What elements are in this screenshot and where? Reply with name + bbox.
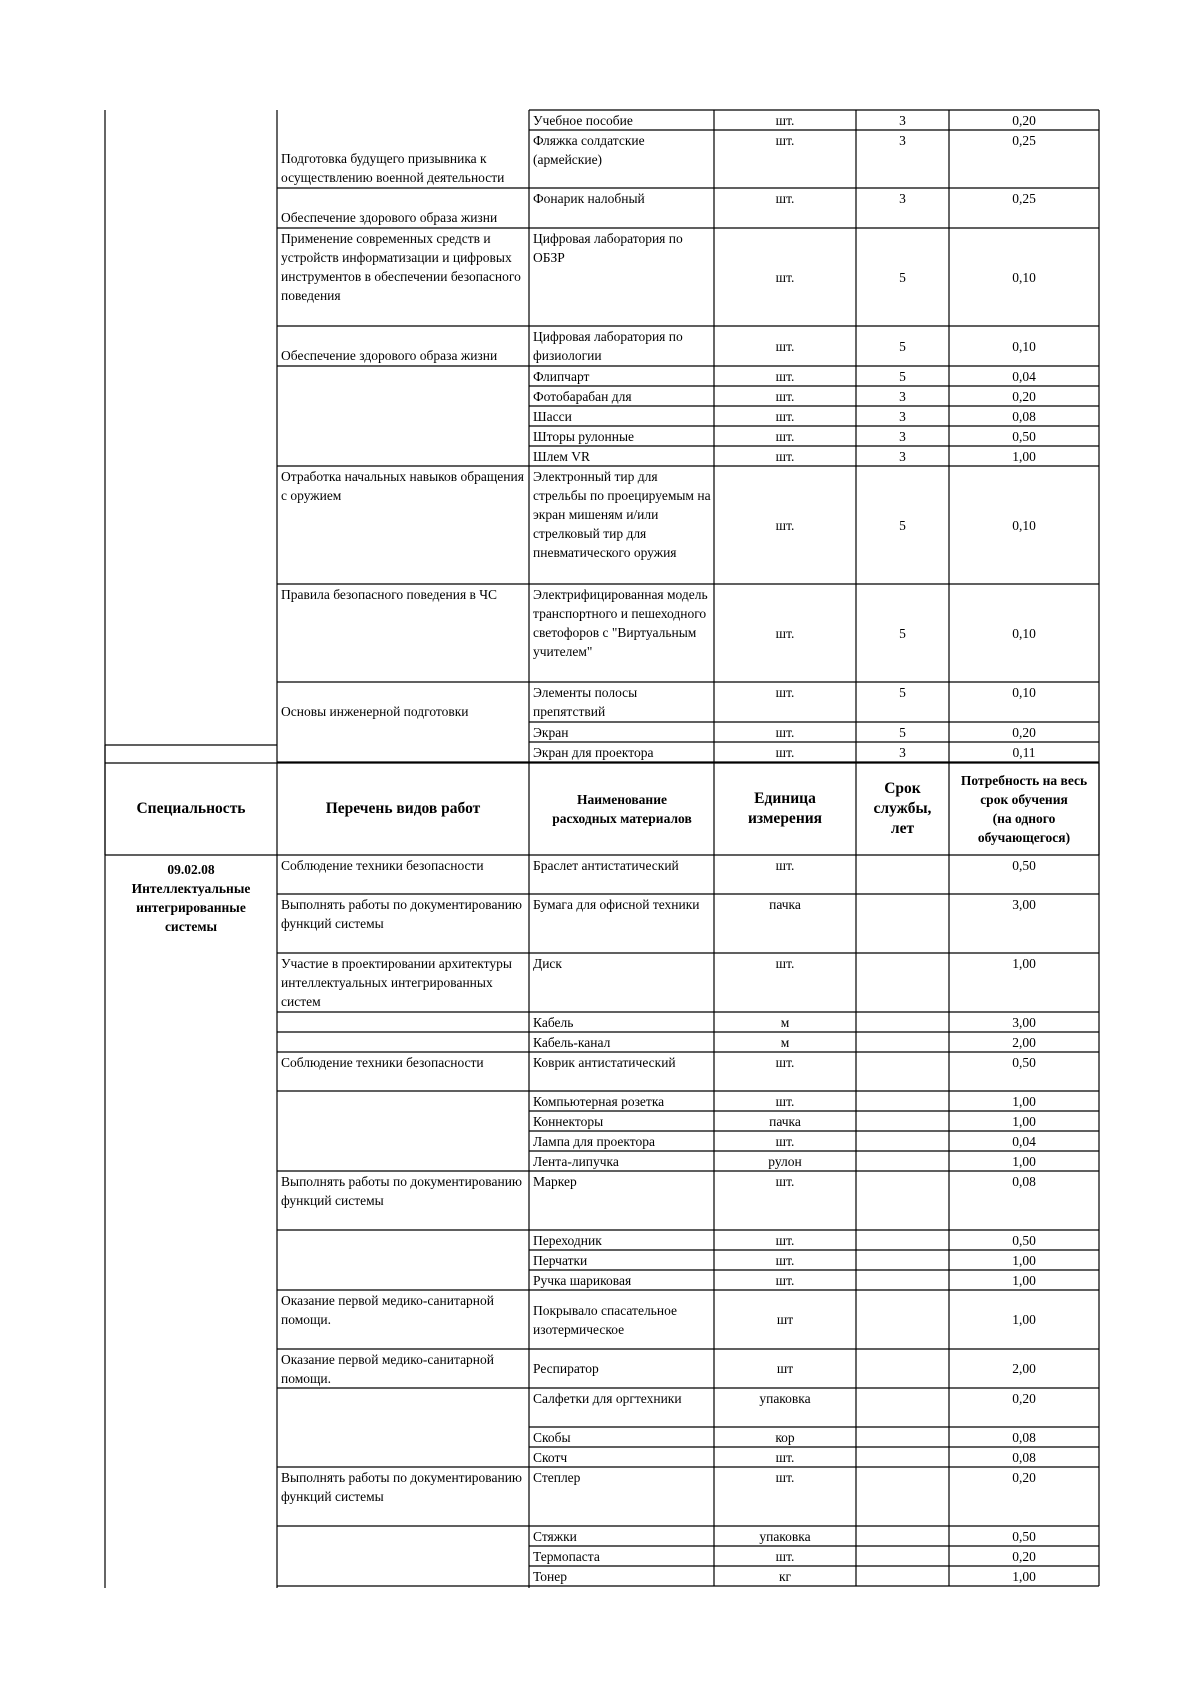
row-quantity: 0,20: [1012, 1549, 1036, 1564]
row-activity: Правила безопасного поведения в ЧС: [281, 587, 498, 602]
row-quantity: 1,00: [1012, 1114, 1036, 1129]
row-service-life: [856, 1092, 949, 1110]
row-unit: шт.: [775, 956, 795, 971]
row-quantity: 0,10: [1012, 685, 1036, 700]
row-service-life: 5: [899, 517, 906, 533]
row-service-life: 5: [899, 685, 906, 700]
row-unit: шт.: [775, 1094, 795, 1109]
row-quantity: 0,04: [1012, 1134, 1036, 1149]
row-activity: Участие в проектировании архитектуры интеллектуальных интегрированных систем: [281, 956, 512, 1009]
row-activity: [278, 1271, 528, 1289]
row-unit: шт.: [775, 1055, 795, 1070]
row-unit: шт.: [775, 133, 795, 148]
row-quantity: 0,50: [1012, 1055, 1036, 1070]
row-unit: шт.: [775, 191, 795, 206]
row-service-life: [856, 1428, 949, 1446]
row-material: Коннекторы: [533, 1114, 604, 1129]
row-quantity: 0,20: [1012, 725, 1036, 740]
row-unit: шт.: [775, 113, 795, 128]
header-specialty: Специальность: [136, 800, 246, 817]
row-unit: шт.: [775, 1549, 795, 1564]
row-service-life: [856, 1389, 949, 1426]
row-quantity: 1,00: [1012, 1253, 1036, 1268]
row-material: Компьютерная розетка: [533, 1094, 665, 1109]
row-activity: [278, 723, 528, 741]
row-material: Шторы рулонные: [533, 429, 635, 444]
row-quantity: 0,50: [1012, 429, 1036, 444]
row-activity: [278, 1428, 528, 1446]
row-unit: шт.: [775, 1134, 795, 1149]
row-material: Электронный тир для стрельбы по проецируемым на экран мишеням и/или стрелковый тир для пневматического оружия: [533, 469, 711, 560]
row-material: Степлер: [533, 1470, 581, 1485]
row-unit: шт.: [775, 429, 795, 444]
row-service-life: [856, 1527, 949, 1545]
row-quantity: 2,00: [1012, 1361, 1036, 1376]
row-material: Цифровая лаборатория по ОБЗР: [533, 231, 683, 265]
row-activity: Основы инженерной подготовки: [281, 704, 469, 719]
row-unit: рулон: [768, 1154, 802, 1169]
row-material: Экран: [533, 725, 569, 740]
row-activity: [278, 427, 528, 445]
row-quantity: 3,00: [1012, 1015, 1036, 1030]
row-unit: шт.: [775, 858, 795, 873]
header-need: Потребность на весь срок обучения (на одного обучающегося): [960, 773, 1088, 845]
row-service-life: 3: [899, 113, 906, 128]
row-service-life: 3: [899, 133, 906, 148]
row-activity: [278, 111, 528, 129]
row-service-life: 5: [899, 369, 906, 384]
row-activity: Обеспечение здорового образа жизни: [281, 348, 498, 363]
row-activity: [278, 387, 528, 405]
row-quantity: 0,20: [1012, 1470, 1036, 1485]
row-material: Скобы: [533, 1430, 571, 1445]
row-activity: [278, 1152, 528, 1170]
row-activity: Подготовка будущего призывника к осуществлению военной деятельности: [281, 151, 505, 185]
row-activity: [278, 1231, 528, 1249]
row-service-life: 5: [899, 269, 906, 285]
row-material: Коврик антистатический: [533, 1055, 676, 1070]
row-material: Электрифицированная модель транспортного и пешеходного светофоров с "Виртуальным учителем": [533, 587, 708, 659]
row-material: Шлем VR: [533, 449, 591, 464]
row-activity: [278, 1132, 528, 1150]
row-unit: шт: [776, 1361, 794, 1376]
row-material: Фонарик налобный: [533, 191, 645, 206]
row-unit: шт.: [775, 725, 795, 740]
row-unit: шт.: [775, 625, 795, 641]
row-activity: [278, 1251, 528, 1269]
row-service-life: 3: [899, 409, 906, 424]
row-material: Маркер: [533, 1174, 577, 1189]
row-unit: пачка: [769, 897, 801, 912]
row-material: Термопаста: [533, 1549, 600, 1564]
row-quantity: 0,11: [1012, 745, 1036, 760]
row-service-life: [856, 1291, 949, 1348]
row-service-life: 3: [899, 429, 906, 444]
row-service-life: [856, 1547, 949, 1565]
row-unit: упаковка: [759, 1391, 811, 1406]
row-activity: [278, 1567, 528, 1585]
row-quantity: 3,00: [1012, 897, 1036, 912]
row-activity: Выполнять работы по документированию функций системы: [281, 1470, 523, 1504]
row-activity: Оказание первой медико-санитарной помощи.: [281, 1352, 495, 1386]
row-material: Респиратор: [533, 1361, 599, 1376]
row-unit: шт.: [775, 269, 795, 285]
row-quantity: 0,10: [1012, 517, 1036, 533]
row-activity: [278, 1033, 528, 1051]
row-unit: шт.: [775, 517, 795, 533]
row-service-life: 5: [899, 625, 906, 641]
row-activity: [278, 1389, 528, 1426]
row-activity: [278, 447, 528, 465]
row-quantity: 0,20: [1012, 113, 1036, 128]
row-unit: шт.: [775, 1450, 795, 1465]
row-material: Фляжка солдатские (армейские): [533, 133, 645, 167]
row-material: Переходник: [533, 1233, 602, 1248]
row-material: Браслет антистатический: [533, 858, 679, 873]
row-material: Стяжки: [533, 1529, 577, 1544]
row-service-life: 3: [899, 449, 906, 464]
row-activity: [278, 1112, 528, 1130]
row-unit: кор: [775, 1430, 795, 1445]
row-material: Диск: [533, 956, 562, 971]
row-quantity: 0,25: [1012, 191, 1036, 206]
row-quantity: 1,00: [1012, 1312, 1036, 1327]
row-quantity: 0,20: [1012, 1391, 1036, 1406]
row-service-life: [856, 1271, 949, 1289]
row-unit: кг: [778, 1569, 792, 1584]
row-unit: м: [780, 1035, 790, 1050]
row-service-life: [856, 1468, 949, 1525]
row-quantity: 0,50: [1012, 1233, 1036, 1248]
row-service-life: [856, 895, 949, 952]
row-service-life: [856, 1132, 949, 1150]
row-quantity: 0,08: [1012, 1450, 1036, 1465]
row-quantity: 2,00: [1012, 1035, 1036, 1050]
row-unit: шт.: [775, 685, 795, 700]
row-quantity: 0,50: [1012, 1529, 1036, 1544]
row-material: Скотч: [533, 1450, 568, 1465]
row-material: Салфетки для оргтехники: [533, 1391, 682, 1406]
row-unit: шт.: [775, 1174, 795, 1189]
row-service-life: 3: [899, 389, 906, 404]
row-material: Ручка шариковая: [533, 1273, 632, 1288]
row-service-life: [856, 856, 949, 893]
row-unit: шт.: [775, 1470, 795, 1485]
row-service-life: 3: [899, 745, 906, 760]
row-material: Кабель: [533, 1015, 574, 1030]
row-service-life: [856, 954, 949, 1011]
row-service-life: [856, 1172, 949, 1229]
row-quantity: 0,10: [1012, 338, 1036, 354]
row-unit: м: [780, 1015, 790, 1030]
row-activity: [278, 743, 528, 761]
row-service-life: 3: [899, 191, 906, 206]
row-activity: Обеспечение здорового образа жизни: [281, 210, 498, 225]
row-service-life: [856, 1350, 949, 1387]
row-service-life: [856, 1013, 949, 1031]
row-activity: [278, 1527, 528, 1545]
row-quantity: 1,00: [1012, 1273, 1036, 1288]
row-unit: шт.: [775, 449, 795, 464]
row-activity: [278, 367, 528, 385]
row-activity: [278, 1547, 528, 1565]
row-unit: шт: [776, 1312, 794, 1327]
row-quantity: 0,08: [1012, 1430, 1036, 1445]
row-service-life: [856, 1251, 949, 1269]
row-material: Фотобарабан для: [533, 389, 632, 404]
row-quantity: 0,10: [1012, 269, 1036, 285]
row-material: Флипчарт: [533, 369, 590, 384]
row-quantity: 1,00: [1012, 956, 1036, 971]
row-unit: шт.: [775, 338, 795, 354]
row-material: Тонер: [533, 1569, 567, 1584]
row-activity: Выполнять работы по документированию функций системы: [281, 1174, 523, 1208]
row-unit: пачка: [769, 1114, 801, 1129]
row-activity: Применение современных средств и устройств информатизации и цифровых инструментов в обеспечении безопасного поведения: [281, 231, 521, 303]
row-service-life: [856, 1033, 949, 1051]
row-activity: Соблюдение техники безопасности: [281, 858, 484, 873]
row-activity: [278, 407, 528, 425]
row-material: Шасси: [533, 409, 572, 424]
row-unit: шт.: [775, 1273, 795, 1288]
row-unit: шт.: [775, 1233, 795, 1248]
row-service-life: [856, 1448, 949, 1466]
row-material: Элементы полосы препятствий: [533, 685, 638, 719]
row-quantity: 0,50: [1012, 858, 1036, 873]
row-quantity: 0,25: [1012, 133, 1036, 148]
row-quantity: 0,04: [1012, 369, 1036, 384]
row-material: Покрывало спасательное изотермическое: [533, 1302, 677, 1337]
row-unit: упаковка: [759, 1529, 811, 1544]
row-material: Экран для проектора: [533, 745, 654, 760]
header-unit: Единица измерения: [747, 790, 823, 827]
row-activity: Оказание первой медико-санитарной помощи.: [281, 1293, 495, 1327]
row-material: Лента-липучка: [533, 1154, 619, 1169]
specialty-name: 09.02.08 Интеллектуальные интегрированные системы: [131, 862, 251, 934]
header-material: Наименование расходных материалов: [552, 792, 692, 826]
row-service-life: 5: [899, 338, 906, 354]
row-quantity: 1,00: [1012, 1569, 1036, 1584]
row-material: Учебное пособие: [533, 113, 633, 128]
row-quantity: 1,00: [1012, 449, 1036, 464]
row-activity: Выполнять работы по документированию функций системы: [281, 897, 523, 931]
row-material: Цифровая лаборатория по физиологии: [533, 329, 683, 363]
row-material: Лампа для проектора: [533, 1134, 655, 1149]
row-quantity: 0,10: [1012, 625, 1036, 641]
row-service-life: [856, 1053, 949, 1090]
row-service-life: [856, 1567, 949, 1585]
row-quantity: 0,08: [1012, 1174, 1036, 1189]
header-life: Срок службы, лет: [873, 780, 932, 837]
row-service-life: [856, 1152, 949, 1170]
row-service-life: 5: [899, 725, 906, 740]
row-unit: шт.: [775, 745, 795, 760]
row-service-life: [856, 1112, 949, 1130]
row-quantity: 0,08: [1012, 409, 1036, 424]
row-activity: Соблюдение техники безопасности: [281, 1055, 484, 1070]
row-quantity: 1,00: [1012, 1154, 1036, 1169]
row-quantity: 1,00: [1012, 1094, 1036, 1109]
row-unit: шт.: [775, 369, 795, 384]
row-material: Перчатки: [533, 1253, 588, 1268]
row-material: Кабель-канал: [533, 1035, 611, 1050]
row-quantity: 0,20: [1012, 389, 1036, 404]
row-service-life: [856, 1231, 949, 1249]
header-works: Перечень видов работ: [325, 800, 481, 817]
row-activity: Отработка начальных навыков обращения с оружием: [281, 469, 524, 503]
row-activity: [278, 1013, 528, 1031]
row-unit: шт.: [775, 389, 795, 404]
row-activity: [278, 1092, 528, 1110]
row-unit: шт.: [775, 1253, 795, 1268]
row-activity: [278, 1448, 528, 1466]
row-unit: шт.: [775, 409, 795, 424]
row-material: Бумага для офисной техники: [533, 897, 700, 912]
